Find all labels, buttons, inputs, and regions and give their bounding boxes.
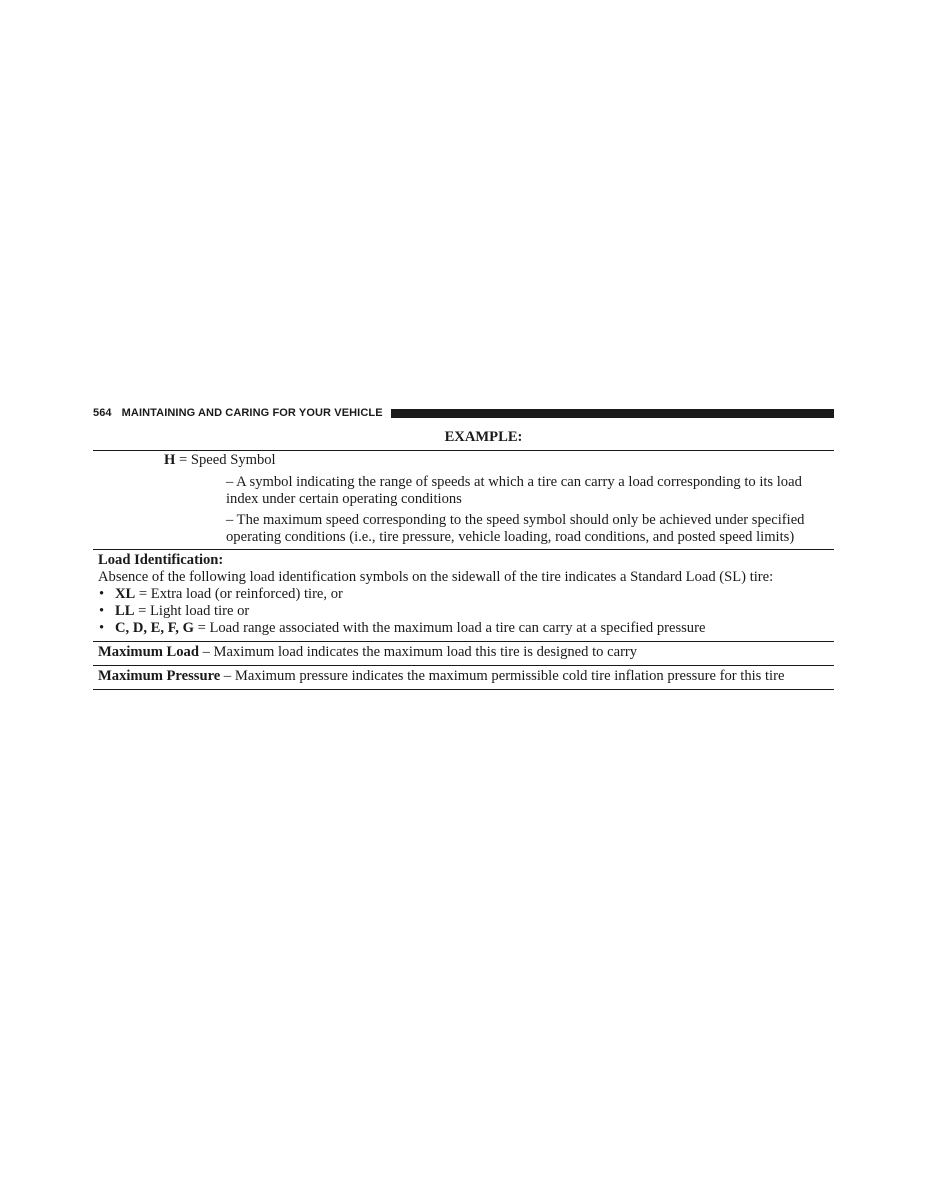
tire-info-table [93, 429, 834, 690]
list-item [98, 603, 829, 620]
bullet-icon: • [99, 586, 105, 602]
speed-symbol-row [93, 451, 834, 550]
list-item-text: = Load range associated with the maximum load a tire can carry at a specified pressure [193, 620, 706, 636]
maximum-load-term: Maximum Load [98, 644, 199, 660]
load-identification-list [98, 586, 829, 637]
speed-symbol-term: H [164, 452, 176, 468]
list-item-text: = Light load tire or [134, 603, 250, 619]
section-title: MAINTAINING AND CARING FOR YOUR VEHICLE [121, 407, 383, 419]
load-identification-intro: Absence of the following load identification symbols on the sidewall of the tire indicates a Standard Load (SL) tire: [98, 569, 774, 585]
table-title: EXAMPLE: [93, 429, 834, 451]
header-rule-bar [391, 409, 834, 418]
bullet-icon: • [99, 603, 105, 619]
speed-symbol-description-1: – A symbol indicating the range of speeds at which a tire can carry a load corresponding to its load index under certain operating conditions [226, 474, 802, 507]
list-item [98, 620, 829, 637]
page-header [93, 405, 834, 421]
load-identification-heading-text: Load Identification: [98, 552, 224, 568]
maximum-pressure-row [93, 666, 834, 690]
maximum-load-row [93, 642, 834, 666]
list-item [98, 586, 829, 603]
maximum-pressure-text: – Maximum pressure indicates the maximum permissible cold tire inflation pressure for this tire [220, 668, 785, 684]
speed-symbol-description-2: – The maximum speed corresponding to the speed symbol should only be achieved under specified operating conditions (i.e., tire pressure, vehicle loading, road conditions, and posted speed limits) [226, 512, 805, 545]
bullet-icon: • [99, 620, 105, 636]
speed-symbol-label: = Speed Symbol [175, 452, 276, 468]
load-identification-row [93, 550, 834, 642]
speed-symbol-heading [98, 452, 829, 469]
list-item-term: XL [115, 586, 136, 602]
list-item-term: LL [115, 603, 135, 619]
maximum-pressure-term: Maximum Pressure [98, 668, 221, 684]
list-item-term: C, D, E, F, G [115, 620, 194, 636]
load-identification-heading [98, 552, 829, 569]
maximum-load-text: – Maximum load indicates the maximum load this tire is designed to carry [198, 644, 638, 660]
page-number: 564 [93, 407, 112, 419]
list-item-text: = Extra load (or reinforced) tire, or [135, 586, 343, 602]
